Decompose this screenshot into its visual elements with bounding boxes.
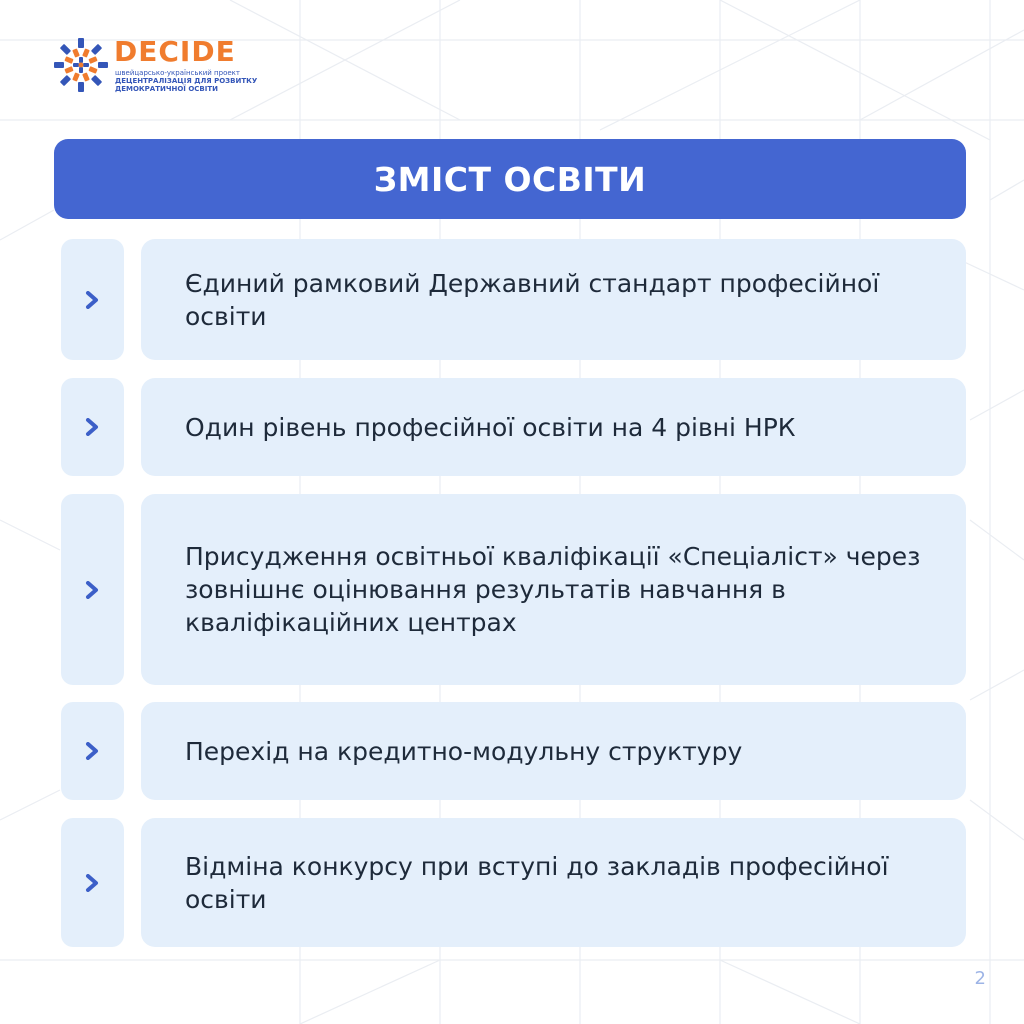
list-item [61, 702, 966, 800]
list-item-card [141, 494, 966, 685]
list-item-text: Перехід на кредитно-модульну структуру [185, 736, 743, 766]
list-item-marker [61, 702, 124, 800]
list-item-marker [61, 378, 124, 476]
list-item-marker [61, 239, 124, 360]
list-item-card [141, 702, 966, 800]
list-item [61, 239, 966, 360]
logo-subtitle-line1: швейцарсько-український проект [115, 69, 240, 77]
list-item-card [141, 818, 966, 947]
logo-subtitle-line2: ДЕЦЕНТРАЛІЗАЦІЯ ДЛЯ РОЗВИТКУ [115, 77, 258, 85]
logo-emblem-icon [52, 36, 110, 94]
page-title: ЗМІСТ ОСВІТИ [373, 159, 647, 199]
chevron-right-icon [85, 874, 101, 892]
list-item [61, 818, 966, 947]
chevron-right-icon [85, 742, 101, 760]
logo-wordmark: DECIDE [114, 35, 236, 68]
list-item-text: Один рівень професійної освіти на 4 рівні НРК [185, 412, 796, 442]
list-item-text: Єдиний рамковий Державний стандарт професійної освіти [185, 268, 880, 331]
header-banner [54, 139, 966, 219]
list-item-marker [61, 818, 124, 947]
page-number: 2 [974, 968, 986, 989]
chevron-right-icon [85, 418, 101, 436]
list-item-text: Відміна конкурсу при вступі до закладів професійної освіти [185, 851, 889, 914]
decide-logo [52, 35, 258, 96]
chevron-right-icon [85, 581, 101, 599]
list-item-text: Присудження освітньої кваліфікації «Спеціаліст» через зовнішнє оцінювання результатів навчання в кваліфікаційних центрах [185, 542, 921, 637]
list-item-card [141, 239, 966, 360]
list-item-card [141, 378, 966, 476]
list-item [61, 378, 966, 476]
logo-subtitle-line3: ДЕМОКРАТИЧНОЇ ОСВІТИ [115, 85, 219, 93]
list-item-marker [61, 494, 124, 685]
chevron-right-icon [85, 291, 101, 309]
logo-subtitle [115, 69, 285, 93]
list-item [61, 494, 966, 685]
